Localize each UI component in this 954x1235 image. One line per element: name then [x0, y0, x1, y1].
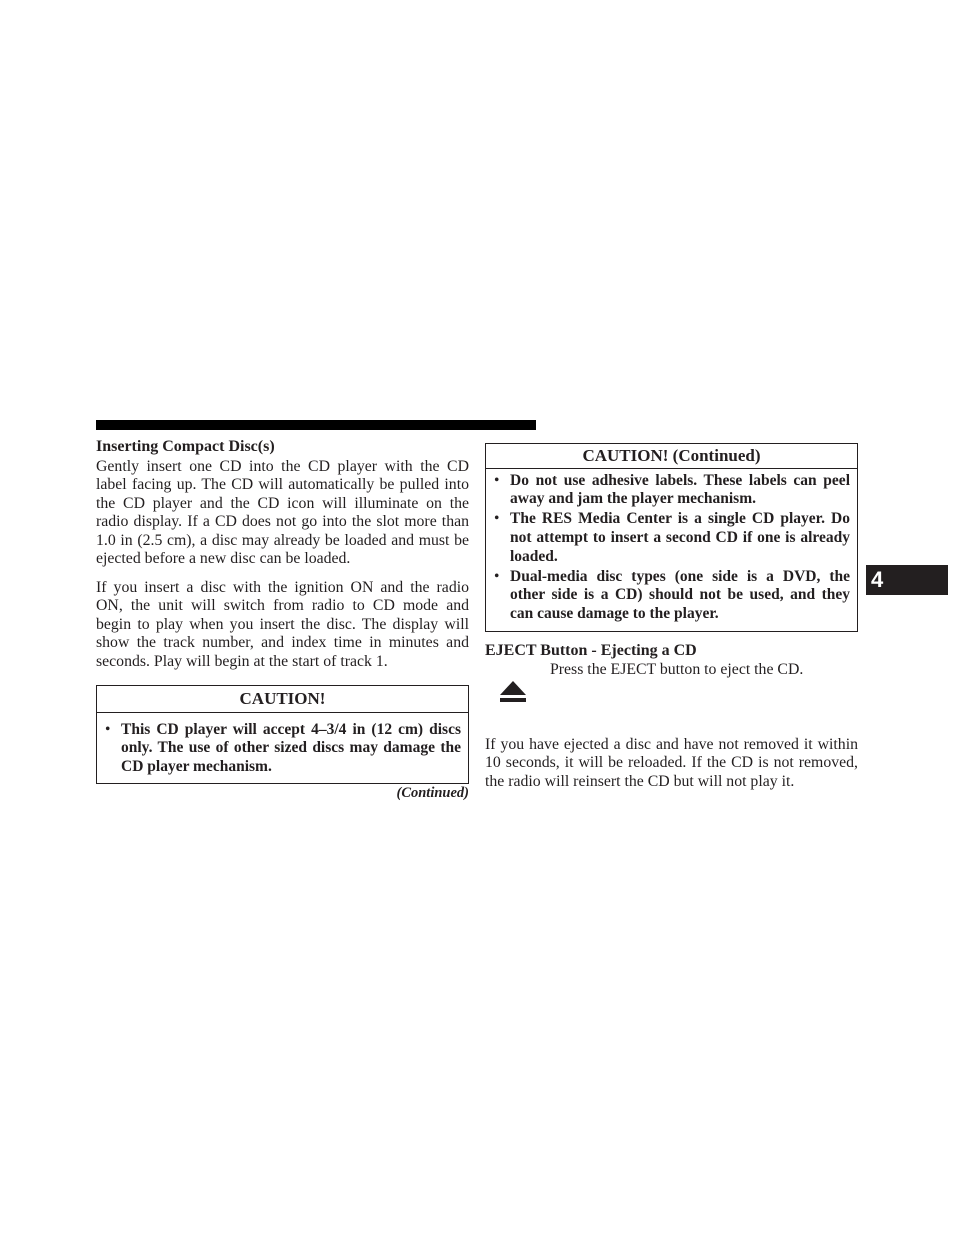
- continued-label: (Continued): [396, 784, 469, 801]
- text-line: away and jam the player mechanism.: [510, 490, 756, 508]
- text-line: • This CD player will accept 4–3/4 in (12 cm) discs: [121, 720, 461, 738]
- text-line: 1.0 in (2.5 cm), a disc may already be loaded and must be: [96, 531, 469, 549]
- text-line: ejected before a new disc can be loaded.: [96, 550, 351, 568]
- caution-item: [510, 472, 850, 509]
- paragraph-reload: [485, 736, 858, 792]
- text-line: other side is a CD) should not be used, and they: [510, 586, 850, 604]
- text-line: show the track number, and index time in minutes and: [96, 634, 469, 652]
- text-line: label facing up. The CD will automatically be pulled into: [96, 476, 469, 494]
- text-line: seconds. Play will begin at the start of track 1.: [96, 653, 388, 671]
- text-line: the radio will reinsert the CD but will not play it.: [485, 772, 795, 790]
- paragraph-inserting: [96, 458, 469, 570]
- eject-icon: [499, 680, 527, 703]
- caution-continued-title: CAUTION! (Continued): [486, 444, 857, 469]
- text-line: ON, the unit will switch from radio to CD mode and: [96, 597, 469, 615]
- chapter-number: 4: [871, 567, 884, 592]
- caution-box: [96, 685, 469, 784]
- caution-list: [97, 713, 468, 776]
- text-line: can cause damage to the player.: [510, 604, 719, 622]
- text-line: • Do not use adhesive labels. These labels can peel: [510, 471, 850, 489]
- text-line: • Dual-media disc types (one side is a DVD, the: [510, 567, 850, 585]
- section-heading-inserting: Inserting Compact Disc(s): [96, 437, 275, 455]
- text-line: • The RES Media Center is a single CD player. Do: [510, 510, 850, 528]
- caution-list: [486, 469, 857, 623]
- text-line: begin to play when you insert the disc. The display will: [96, 615, 469, 633]
- caution-item: [510, 510, 850, 566]
- eject-instruction: Press the EJECT button to eject the CD.: [550, 660, 804, 678]
- caution-title: CAUTION!: [97, 686, 468, 713]
- text-line: loaded.: [510, 547, 558, 565]
- top-rule: [96, 420, 536, 430]
- caution-item: [121, 721, 461, 777]
- chapter-tab: [866, 565, 948, 595]
- text-line: not attempt to insert a second CD if one is already: [510, 528, 850, 546]
- text-line: CD player mechanism.: [121, 757, 272, 775]
- text-line: 10 seconds, it will be reloaded. If the CD is not removed,: [485, 754, 858, 772]
- section-heading-eject: EJECT Button - Ejecting a CD: [485, 641, 697, 659]
- text-line: the CD player and the CD icon will illuminate on the: [96, 494, 469, 512]
- text-line: only. The use of other sized discs may damage the: [121, 739, 461, 757]
- text-line: If you have ejected a disc and have not removed it within: [485, 735, 858, 753]
- caution-item: [510, 568, 850, 624]
- text-line: Gently insert one CD into the CD player with the CD: [96, 457, 469, 475]
- caution-continued-box: [485, 443, 858, 632]
- text-line: If you insert a disc with the ignition ON and the radio: [96, 578, 469, 596]
- paragraph-ignition: [96, 579, 469, 672]
- text-line: radio display. If a CD does not go into the slot more than: [96, 513, 469, 531]
